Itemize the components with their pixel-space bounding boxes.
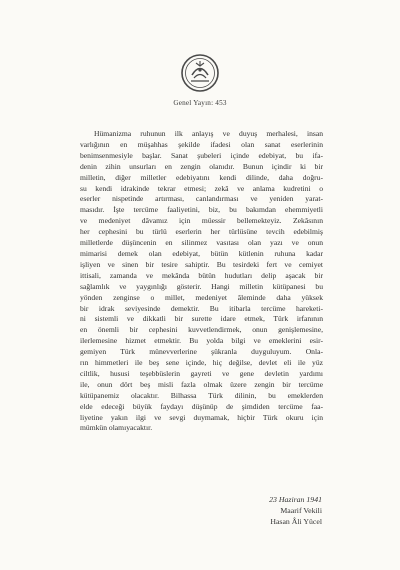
body-line: bir idrak seviyesinde demektir. Bu itibarla tercüme hareketi- <box>80 303 323 313</box>
body-line: ilerlemesine hizmet etmektir. Bu yolda bilgi ve emeklerini esir- <box>80 336 323 346</box>
body-line: varlığının en müşahhas şekilde ifadesi olan sanat eserlerinin <box>80 139 323 149</box>
body-line: yönden zenginse o millet, medeniyet âleminde daha yüksek <box>80 292 323 302</box>
signature-title: Maarif Vekili <box>280 506 322 515</box>
body-line: sağlamlık ve yaygınlığı gösterir. Hangi milletin kütüpanesi bu <box>80 281 323 291</box>
body-line: kütüpanemiz olacaktır. Bilhassa Türk dilinin, bu emeklerden <box>80 390 323 400</box>
body-line: ile, onun dört beş misli fazla olmak üzere zengin bir tercüme <box>80 379 323 389</box>
body-line: milletlerde düşüncenin en silinmez vasıtası olan yazı ve onun <box>80 238 323 248</box>
body-line: denin zihin unsurları en zengin olanıdır. Bunun içindir ki bir <box>80 161 323 171</box>
body-line: milletin, diğer milletler edebiyatını kendi dilinde, daha doğru- <box>80 172 323 182</box>
publisher-emblem-icon <box>180 53 220 93</box>
body-line: işliyen ve sinen bir tesire sahiptir. Bu tesirdeki fert ve cemiyet <box>80 259 323 269</box>
body-line: su kendi idrakinde tekrar etmesi; zekâ ve anlama kudretini o <box>80 183 323 193</box>
body-line: ve medeniyet dâvamız için müessir bellemekteyiz. Zekâsının <box>80 216 323 226</box>
body-line: eserler nispetinde artırması, canlandırması ve yeniden yarat- <box>80 194 323 204</box>
signature-date: 23 Haziran 1941 <box>269 495 322 504</box>
signature-block <box>269 494 322 527</box>
body-line: ittisali, zamanda ve mekânda bütün hudutları delip aşacak bir <box>80 270 323 280</box>
foreword-text <box>80 129 323 434</box>
body-line: gemiyen Türk münevverlerine şükranla duyguluyum. Onla- <box>80 347 323 357</box>
body-line: elde edeceği büyük faydayı düşünüp de şimdiden tercüme faa- <box>80 401 323 411</box>
body-line: rın himmetleri ile beş sene içinde, hiç değilse, devlet eli ile yüz <box>80 358 323 368</box>
body-line: ni sistemli ve dikkatli bir surette idare etmek, Türk irfanının <box>80 314 323 324</box>
body-line: her cephesini bu türlü eserlerin her türlüsüne tevcih edebilmiş <box>80 227 323 237</box>
body-line: Hümanizma ruhunun ilk anlayış ve duyuş merhalesi, insan <box>94 129 323 138</box>
body-line: mümkün olamıyacaktır. <box>80 423 153 433</box>
signature-name: Hasan Âli Yücel <box>270 517 322 526</box>
series-number: Genel Yayın: 453 <box>173 99 227 107</box>
body-line: benimsenmesiyle başlar. Sanat şubeleri içinde edebiyat, bu ifa- <box>80 150 323 160</box>
body-line: masıdır. İşte tercüme faaliyetini, biz, bu bakımdan ehemmiyetli <box>80 205 323 215</box>
body-line: ciltlik, hususi teşebbüslerin gayreti ve gene devletin yardımı <box>80 368 323 378</box>
body-line: mimarisi demek olan edebiyat, bütün kütlenin ruhuna kadar <box>80 248 323 258</box>
body-line: liyetine yakın ilgi ve sevgi duymamak, hiçbir Türk okuru için <box>80 412 323 422</box>
body-line: en önemli bir cephesini kuvvetlendirmek, onun genişlemesine, <box>80 325 323 335</box>
